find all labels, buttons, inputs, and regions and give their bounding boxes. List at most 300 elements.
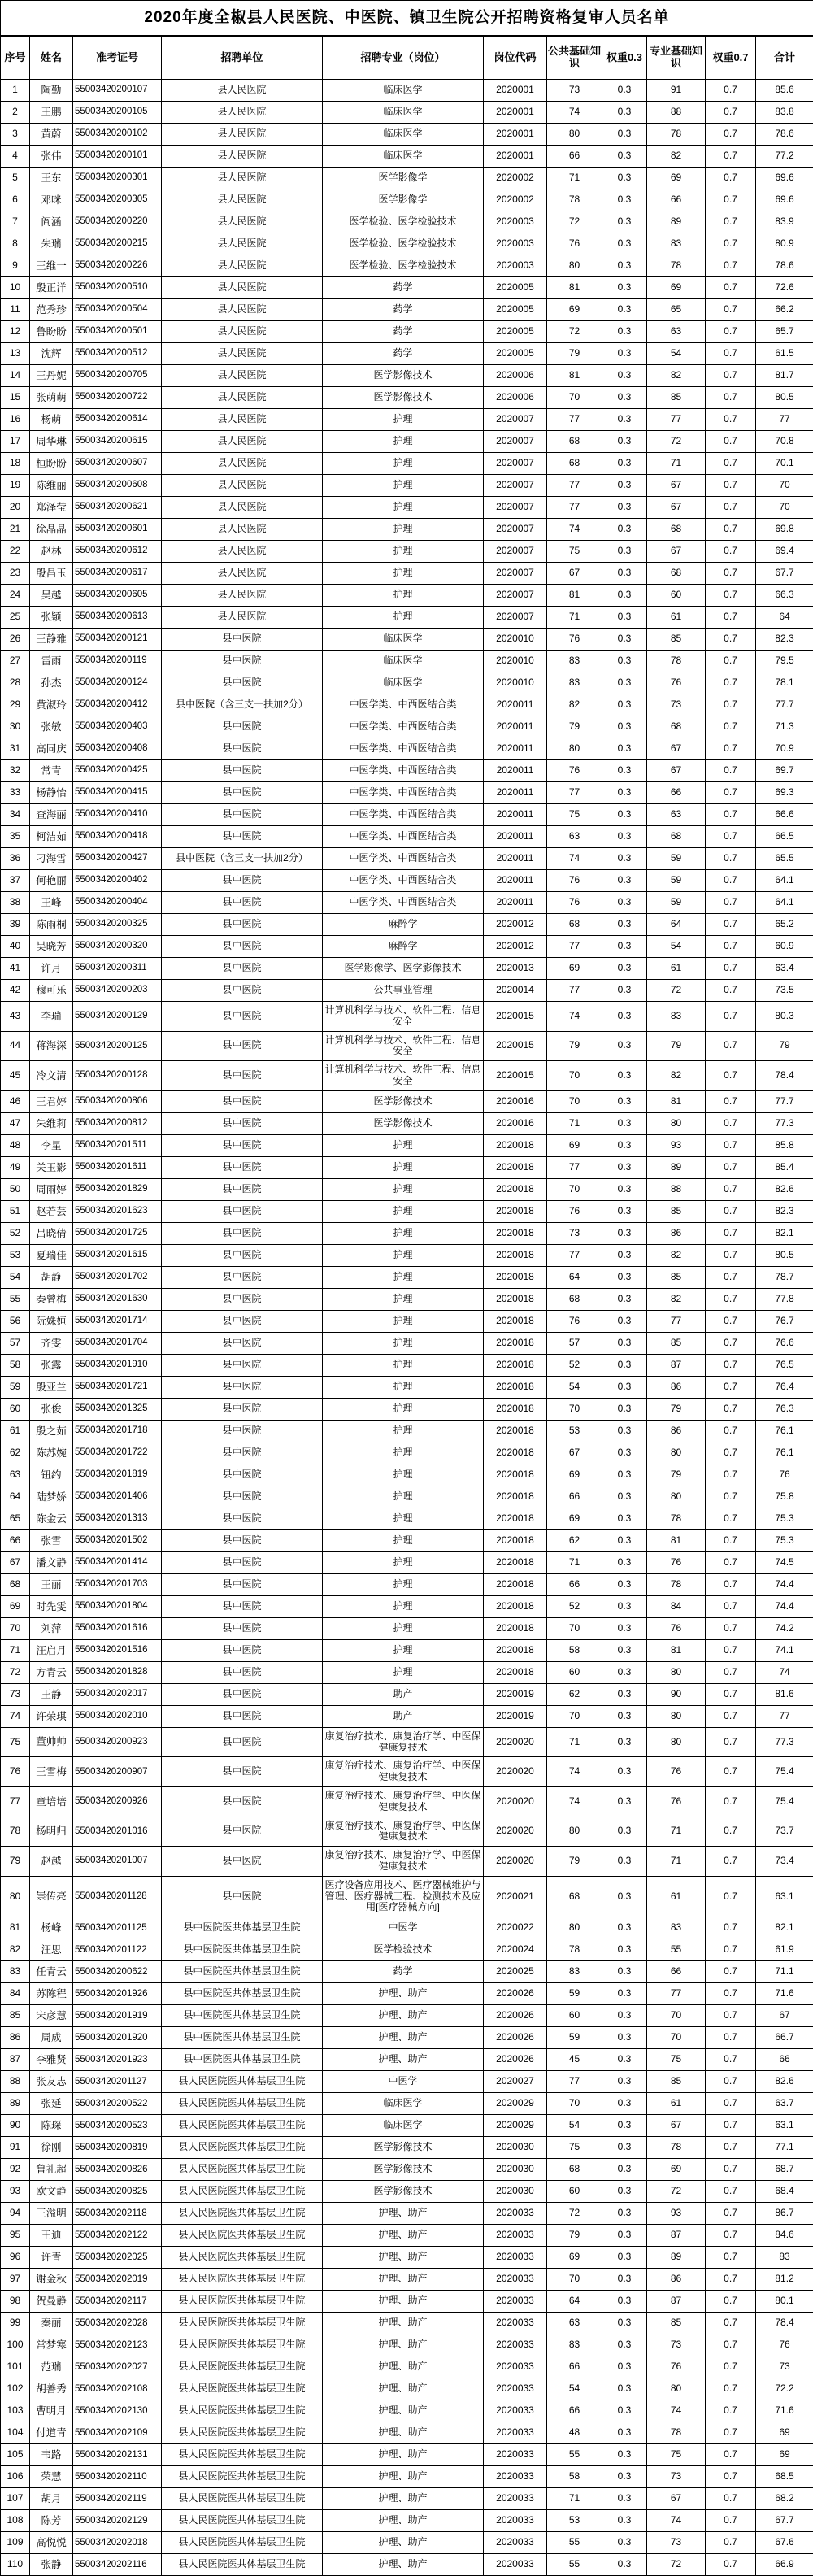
cell-exam-id: 55003420201721: [73, 1376, 162, 1398]
cell-code: 2020033: [484, 2422, 547, 2444]
cell-weight2: 0.7: [706, 1112, 756, 1134]
cell-index: 11: [1, 299, 30, 321]
cell-name: 查海丽: [30, 804, 73, 826]
cell-total: 66.7: [756, 2027, 813, 2049]
cell-index: 90: [1, 2115, 30, 2137]
cell-code: 2020020: [484, 1757, 547, 1787]
column-header-pro-score: 专业基础知识: [647, 36, 706, 80]
cell-weight1: 0.3: [602, 1354, 647, 1376]
cell-name: 何艳丽: [30, 870, 73, 892]
table-row: [1, 168, 813, 189]
cell-weight2: 0.7: [706, 563, 756, 585]
cell-code: 2020005: [484, 343, 547, 365]
cell-weight2: 0.7: [706, 2049, 756, 2071]
cell-weight1: 0.3: [602, 585, 647, 607]
cell-unit: 县中医院医共体基层卫生院: [162, 1983, 323, 2005]
cell-public-score: 76: [547, 760, 602, 782]
cell-total: 63.1: [756, 1876, 813, 1917]
cell-pro-score: 82: [647, 146, 706, 168]
cell-major: 护理: [323, 497, 484, 519]
cell-public-score: 69: [547, 1508, 602, 1530]
cell-weight1: 0.3: [602, 1398, 647, 1420]
cell-name: 王雪梅: [30, 1757, 73, 1787]
cell-total: 82.1: [756, 1917, 813, 1939]
cell-exam-id: 55003420201128: [73, 1876, 162, 1917]
cell-weight2: 0.7: [706, 277, 756, 299]
cell-index: 40: [1, 936, 30, 958]
cell-code: 2020033: [484, 2356, 547, 2378]
cell-total: 67: [756, 2005, 813, 2027]
cell-exam-id: 55003420201125: [73, 1917, 162, 1939]
cell-total: 74.5: [756, 1551, 813, 1573]
cell-exam-id: 55003420202025: [73, 2247, 162, 2269]
table-row: [1, 892, 813, 914]
cell-exam-id: 55003420200705: [73, 365, 162, 387]
table-row: [1, 585, 813, 607]
cell-code: 2020033: [484, 2510, 547, 2532]
cell-pro-score: 68: [647, 716, 706, 738]
cell-pro-score: 85: [647, 387, 706, 409]
cell-weight1: 0.3: [602, 760, 647, 782]
cell-weight2: 0.7: [706, 2466, 756, 2488]
cell-weight1: 0.3: [602, 1112, 647, 1134]
cell-weight2: 0.7: [706, 1983, 756, 2005]
cell-unit: 县人民医院: [162, 321, 323, 343]
cell-weight2: 0.7: [706, 365, 756, 387]
cell-weight1: 0.3: [602, 2488, 647, 2510]
cell-unit: 县人民医院医共体基层卫生院: [162, 2356, 323, 2378]
table-row: [1, 760, 813, 782]
cell-total: 80.1: [756, 2291, 813, 2313]
cell-weight1: 0.3: [602, 1847, 647, 1877]
cell-name: 冷文清: [30, 1061, 73, 1091]
cell-unit: 县人民医院: [162, 519, 323, 541]
cell-pro-score: 72: [647, 2554, 706, 2576]
cell-public-score: 69: [547, 1134, 602, 1156]
cell-public-score: 75: [547, 2137, 602, 2159]
cell-code: 2020011: [484, 782, 547, 804]
cell-unit: 县人民医院医共体基层卫生院: [162, 2093, 323, 2115]
table-row: [1, 146, 813, 168]
cell-unit: 县人民医院医共体基层卫生院: [162, 2247, 323, 2269]
cell-name: 郑泽莹: [30, 497, 73, 519]
cell-name: 胡善秀: [30, 2378, 73, 2400]
cell-weight2: 0.7: [706, 168, 756, 189]
cell-code: 2020007: [484, 585, 547, 607]
table-row: [1, 1442, 813, 1464]
cell-total: 69.3: [756, 782, 813, 804]
cell-name: 王迪: [30, 2225, 73, 2247]
cell-index: 105: [1, 2444, 30, 2466]
cell-index: 57: [1, 1332, 30, 1354]
cell-total: 71.3: [756, 716, 813, 738]
cell-name: 徐晶晶: [30, 519, 73, 541]
cell-major: 护理、助产: [323, 2378, 484, 2400]
cell-total: 76.1: [756, 1420, 813, 1442]
cell-major: 麻醉学: [323, 914, 484, 936]
cell-unit: 县人民医院医共体基层卫生院: [162, 2554, 323, 2576]
cell-major: 计算机科学与技术、软件工程、信息安全: [323, 1061, 484, 1091]
cell-public-score: 58: [547, 2466, 602, 2488]
cell-major: 护理: [323, 1332, 484, 1354]
cell-weight2: 0.7: [706, 804, 756, 826]
cell-index: 101: [1, 2356, 30, 2378]
cell-pro-score: 67: [647, 497, 706, 519]
cell-major: 医学影像技术: [323, 1090, 484, 1112]
cell-index: 97: [1, 2269, 30, 2291]
cell-index: 65: [1, 1508, 30, 1530]
cell-code: 2020011: [484, 760, 547, 782]
cell-code: 2020033: [484, 2203, 547, 2225]
cell-weight1: 0.3: [602, 1917, 647, 1939]
table-row: [1, 1178, 813, 1200]
table-row: [1, 1551, 813, 1573]
cell-exam-id: 55003420201511: [73, 1134, 162, 1156]
cell-unit: 县中医院（含三支一扶加2分）: [162, 848, 323, 870]
cell-exam-id: 55003420200215: [73, 233, 162, 255]
cell-unit: 县人民医院医共体基层卫生院: [162, 2159, 323, 2181]
cell-unit: 县人民医院医共体基层卫生院: [162, 2510, 323, 2532]
cell-weight1: 0.3: [602, 826, 647, 848]
cell-name: 邓咪: [30, 189, 73, 211]
table-row: [1, 1200, 813, 1222]
column-header-index: 序号: [1, 36, 30, 80]
cell-index: 76: [1, 1757, 30, 1787]
cell-major: 医学检验、医学检验技术: [323, 233, 484, 255]
cell-major: 护理: [323, 541, 484, 563]
cell-exam-id: 55003420201516: [73, 1639, 162, 1661]
cell-weight1: 0.3: [602, 1002, 647, 1032]
cell-weight2: 0.7: [706, 1442, 756, 1464]
cell-total: 65.2: [756, 914, 813, 936]
cell-weight1: 0.3: [602, 365, 647, 387]
cell-unit: 县中医院医共体基层卫生院: [162, 2049, 323, 2071]
cell-weight2: 0.7: [706, 1757, 756, 1787]
cell-weight2: 0.7: [706, 1464, 756, 1486]
table-row: [1, 651, 813, 672]
cell-major: 护理: [323, 1354, 484, 1376]
cell-total: 81.2: [756, 2269, 813, 2291]
cell-public-score: 45: [547, 2049, 602, 2071]
cell-weight2: 0.7: [706, 1551, 756, 1573]
cell-major: 护理: [323, 1508, 484, 1530]
cell-code: 2020011: [484, 694, 547, 716]
cell-weight2: 0.7: [706, 651, 756, 672]
cell-unit: 县中医院: [162, 1876, 323, 1917]
table-row: [1, 2400, 813, 2422]
cell-public-score: 76: [547, 233, 602, 255]
cell-index: 16: [1, 409, 30, 431]
cell-name: 荣慧: [30, 2466, 73, 2488]
cell-exam-id: 55003420200621: [73, 497, 162, 519]
cell-weight1: 0.3: [602, 343, 647, 365]
cell-exam-id: 55003420201406: [73, 1486, 162, 1508]
table-row: [1, 914, 813, 936]
cell-weight1: 0.3: [602, 1530, 647, 1551]
cell-total: 77.1: [756, 2137, 813, 2159]
table-row: [1, 1508, 813, 1530]
cell-weight1: 0.3: [602, 694, 647, 716]
cell-major: 药学: [323, 299, 484, 321]
table-row: [1, 672, 813, 694]
cell-exam-id: 55003420202010: [73, 1705, 162, 1727]
cell-public-score: 68: [547, 453, 602, 475]
cell-total: 74.4: [756, 1573, 813, 1595]
cell-unit: 县中医院: [162, 629, 323, 651]
cell-total: 71.6: [756, 2400, 813, 2422]
cell-pro-score: 54: [647, 343, 706, 365]
cell-index: 93: [1, 2181, 30, 2203]
cell-exam-id: 55003420200403: [73, 716, 162, 738]
cell-index: 84: [1, 1983, 30, 2005]
cell-public-score: 76: [547, 1200, 602, 1222]
cell-public-score: 70: [547, 1617, 602, 1639]
cell-major: 护理、助产: [323, 2049, 484, 2071]
cell-code: 2020033: [484, 2444, 547, 2466]
cell-code: 2020007: [484, 519, 547, 541]
cell-major: 临床医学: [323, 146, 484, 168]
cell-weight1: 0.3: [602, 2181, 647, 2203]
cell-public-score: 83: [547, 672, 602, 694]
cell-unit: 县中医院: [162, 1354, 323, 1376]
cell-pro-score: 80: [647, 1727, 706, 1757]
cell-weight1: 0.3: [602, 1420, 647, 1442]
cell-code: 2020012: [484, 914, 547, 936]
cell-index: 31: [1, 738, 30, 760]
cell-exam-id: 55003420200612: [73, 541, 162, 563]
cell-pro-score: 59: [647, 892, 706, 914]
cell-total: 80.3: [756, 1002, 813, 1032]
cell-code: 2020018: [484, 1551, 547, 1573]
cell-name: 朱瑞: [30, 233, 73, 255]
cell-weight2: 0.7: [706, 541, 756, 563]
cell-weight1: 0.3: [602, 1961, 647, 1983]
cell-pro-score: 71: [647, 1847, 706, 1877]
cell-unit: 县中医院: [162, 1376, 323, 1398]
cell-pro-score: 80: [647, 1112, 706, 1134]
cell-pro-score: 66: [647, 189, 706, 211]
cell-pro-score: 59: [647, 848, 706, 870]
cell-code: 2020030: [484, 2137, 547, 2159]
cell-pro-score: 83: [647, 233, 706, 255]
cell-major: 药学: [323, 321, 484, 343]
cell-unit: 县中医院: [162, 1486, 323, 1508]
cell-weight1: 0.3: [602, 1061, 647, 1091]
cell-major: 计算机科学与技术、软件工程、信息安全: [323, 1031, 484, 1061]
cell-public-score: 74: [547, 102, 602, 124]
cell-unit: 县中医院: [162, 1683, 323, 1705]
cell-weight2: 0.7: [706, 1061, 756, 1091]
cell-pro-score: 67: [647, 541, 706, 563]
cell-weight2: 0.7: [706, 102, 756, 124]
cell-name: 张萌萌: [30, 387, 73, 409]
cell-public-score: 54: [547, 2115, 602, 2137]
table-row: [1, 804, 813, 826]
cell-code: 2020018: [484, 1639, 547, 1661]
cell-index: 91: [1, 2137, 30, 2159]
table-row: [1, 1917, 813, 1939]
cell-unit: 县人民医院: [162, 607, 323, 629]
cell-major: 临床医学: [323, 102, 484, 124]
cell-name: 韦路: [30, 2444, 73, 2466]
cell-name: 刘萍: [30, 1617, 73, 1639]
cell-index: 95: [1, 2225, 30, 2247]
cell-unit: 县人民医院: [162, 124, 323, 146]
cell-pro-score: 79: [647, 1398, 706, 1420]
cell-unit: 县人民医院: [162, 211, 323, 233]
cell-unit: 县中医院: [162, 1200, 323, 1222]
cell-code: 2020033: [484, 2313, 547, 2334]
table-row: [1, 1595, 813, 1617]
cell-exam-id: 55003420201704: [73, 1332, 162, 1354]
cell-index: 24: [1, 585, 30, 607]
cell-name: 王丹妮: [30, 365, 73, 387]
cell-pro-score: 85: [647, 629, 706, 651]
cell-unit: 县人民医院医共体基层卫生院: [162, 2291, 323, 2313]
cell-public-score: 60: [547, 1661, 602, 1683]
table-row: [1, 2444, 813, 2466]
cell-index: 74: [1, 1705, 30, 1727]
cell-weight1: 0.3: [602, 607, 647, 629]
cell-index: 23: [1, 563, 30, 585]
cell-weight2: 0.7: [706, 1617, 756, 1639]
cell-major: 护理: [323, 1551, 484, 1573]
cell-public-score: 60: [547, 2005, 602, 2027]
cell-name: 蒋海深: [30, 1031, 73, 1061]
cell-index: 79: [1, 1847, 30, 1877]
table-row: [1, 1310, 813, 1332]
table-row: [1, 958, 813, 980]
cell-unit: 县中医院医共体基层卫生院: [162, 1961, 323, 1983]
cell-unit: 县中医院医共体基层卫生院: [162, 1917, 323, 1939]
cell-index: 75: [1, 1727, 30, 1757]
cell-public-score: 68: [547, 914, 602, 936]
cell-exam-id: 55003420201920: [73, 2027, 162, 2049]
column-header-total: 合计: [756, 36, 813, 80]
table-row: [1, 2049, 813, 2071]
cell-code: 2020006: [484, 365, 547, 387]
cell-name: 李雅贤: [30, 2049, 73, 2071]
cell-major: 药学: [323, 277, 484, 299]
cell-name: 杨明归: [30, 1817, 73, 1847]
cell-unit: 县中医院: [162, 1617, 323, 1639]
cell-pro-score: 73: [647, 2532, 706, 2554]
cell-weight1: 0.3: [602, 211, 647, 233]
cell-pro-score: 69: [647, 2159, 706, 2181]
cell-code: 2020001: [484, 146, 547, 168]
cell-weight2: 0.7: [706, 1508, 756, 1530]
cell-pro-score: 93: [647, 1134, 706, 1156]
cell-major: 护理: [323, 1376, 484, 1398]
cell-weight1: 0.3: [602, 1683, 647, 1705]
cell-weight1: 0.3: [602, 2269, 647, 2291]
table-row: [1, 2159, 813, 2181]
cell-exam-id: 55003420200418: [73, 826, 162, 848]
cell-weight2: 0.7: [706, 1156, 756, 1178]
cell-pro-score: 75: [647, 2049, 706, 2071]
cell-code: 2020007: [484, 409, 547, 431]
cell-index: 45: [1, 1061, 30, 1091]
cell-exam-id: 55003420200605: [73, 585, 162, 607]
title-row: [1, 1, 813, 37]
cell-code: 2020007: [484, 607, 547, 629]
cell-weight1: 0.3: [602, 2005, 647, 2027]
cell-total: 78.1: [756, 672, 813, 694]
cell-public-score: 80: [547, 124, 602, 146]
cell-major: 中医学类、中西医结合类: [323, 694, 484, 716]
cell-pro-score: 93: [647, 2203, 706, 2225]
cell-index: 61: [1, 1420, 30, 1442]
cell-weight2: 0.7: [706, 2225, 756, 2247]
cell-major: 护理、助产: [323, 2313, 484, 2334]
cell-major: 康复治疗技术、康复治疗学、中医保健康复技术: [323, 1847, 484, 1877]
cell-total: 85.8: [756, 1134, 813, 1156]
cell-public-score: 70: [547, 2093, 602, 2115]
cell-major: 康复治疗技术、康复治疗学、中医保健康复技术: [323, 1727, 484, 1757]
cell-major: 中医学类、中西医结合类: [323, 782, 484, 804]
cell-public-score: 77: [547, 1156, 602, 1178]
cell-code: 2020018: [484, 1398, 547, 1420]
cell-code: 2020033: [484, 2532, 547, 2554]
cell-index: 32: [1, 760, 30, 782]
cell-weight1: 0.3: [602, 1090, 647, 1112]
cell-weight1: 0.3: [602, 453, 647, 475]
cell-exam-id: 55003420201702: [73, 1266, 162, 1288]
cell-exam-id: 55003420201502: [73, 1530, 162, 1551]
cell-pro-score: 72: [647, 2181, 706, 2203]
cell-major: 中医学: [323, 2071, 484, 2093]
cell-name: 周成: [30, 2027, 73, 2049]
cell-public-score: 70: [547, 1061, 602, 1091]
cell-weight2: 0.7: [706, 1817, 756, 1847]
cell-index: 106: [1, 2466, 30, 2488]
cell-weight1: 0.3: [602, 497, 647, 519]
cell-total: 65.7: [756, 321, 813, 343]
cell-code: 2020018: [484, 1156, 547, 1178]
cell-exam-id: 55003420200826: [73, 2159, 162, 2181]
cell-weight1: 0.3: [602, 2203, 647, 2225]
cell-public-score: 79: [547, 716, 602, 738]
table-row: [1, 387, 813, 409]
cell-pro-score: 85: [647, 2313, 706, 2334]
cell-code: 2020018: [484, 1661, 547, 1683]
table-row: [1, 782, 813, 804]
cell-public-score: 80: [547, 738, 602, 760]
cell-name: 秦丽: [30, 2313, 73, 2334]
cell-weight1: 0.3: [602, 124, 647, 146]
cell-unit: 县中医院: [162, 1639, 323, 1661]
cell-pro-score: 85: [647, 1200, 706, 1222]
cell-weight2: 0.7: [706, 475, 756, 497]
cell-total: 76.6: [756, 1332, 813, 1354]
cell-weight2: 0.7: [706, 1876, 756, 1917]
cell-index: 37: [1, 870, 30, 892]
cell-pro-score: 80: [647, 2378, 706, 2400]
cell-weight1: 0.3: [602, 2422, 647, 2444]
cell-total: 73.4: [756, 1847, 813, 1877]
table-row: [1, 607, 813, 629]
cell-weight2: 0.7: [706, 2115, 756, 2137]
cell-weight1: 0.3: [602, 1310, 647, 1332]
cell-public-score: 80: [547, 255, 602, 277]
cell-name: 胡静: [30, 1266, 73, 1288]
cell-unit: 县中医院: [162, 782, 323, 804]
cell-exam-id: 55003420201910: [73, 1354, 162, 1376]
cell-exam-id: 55003420200404: [73, 892, 162, 914]
cell-exam-id: 55003420201122: [73, 1939, 162, 1961]
cell-total: 72.6: [756, 277, 813, 299]
cell-pro-score: 68: [647, 519, 706, 541]
